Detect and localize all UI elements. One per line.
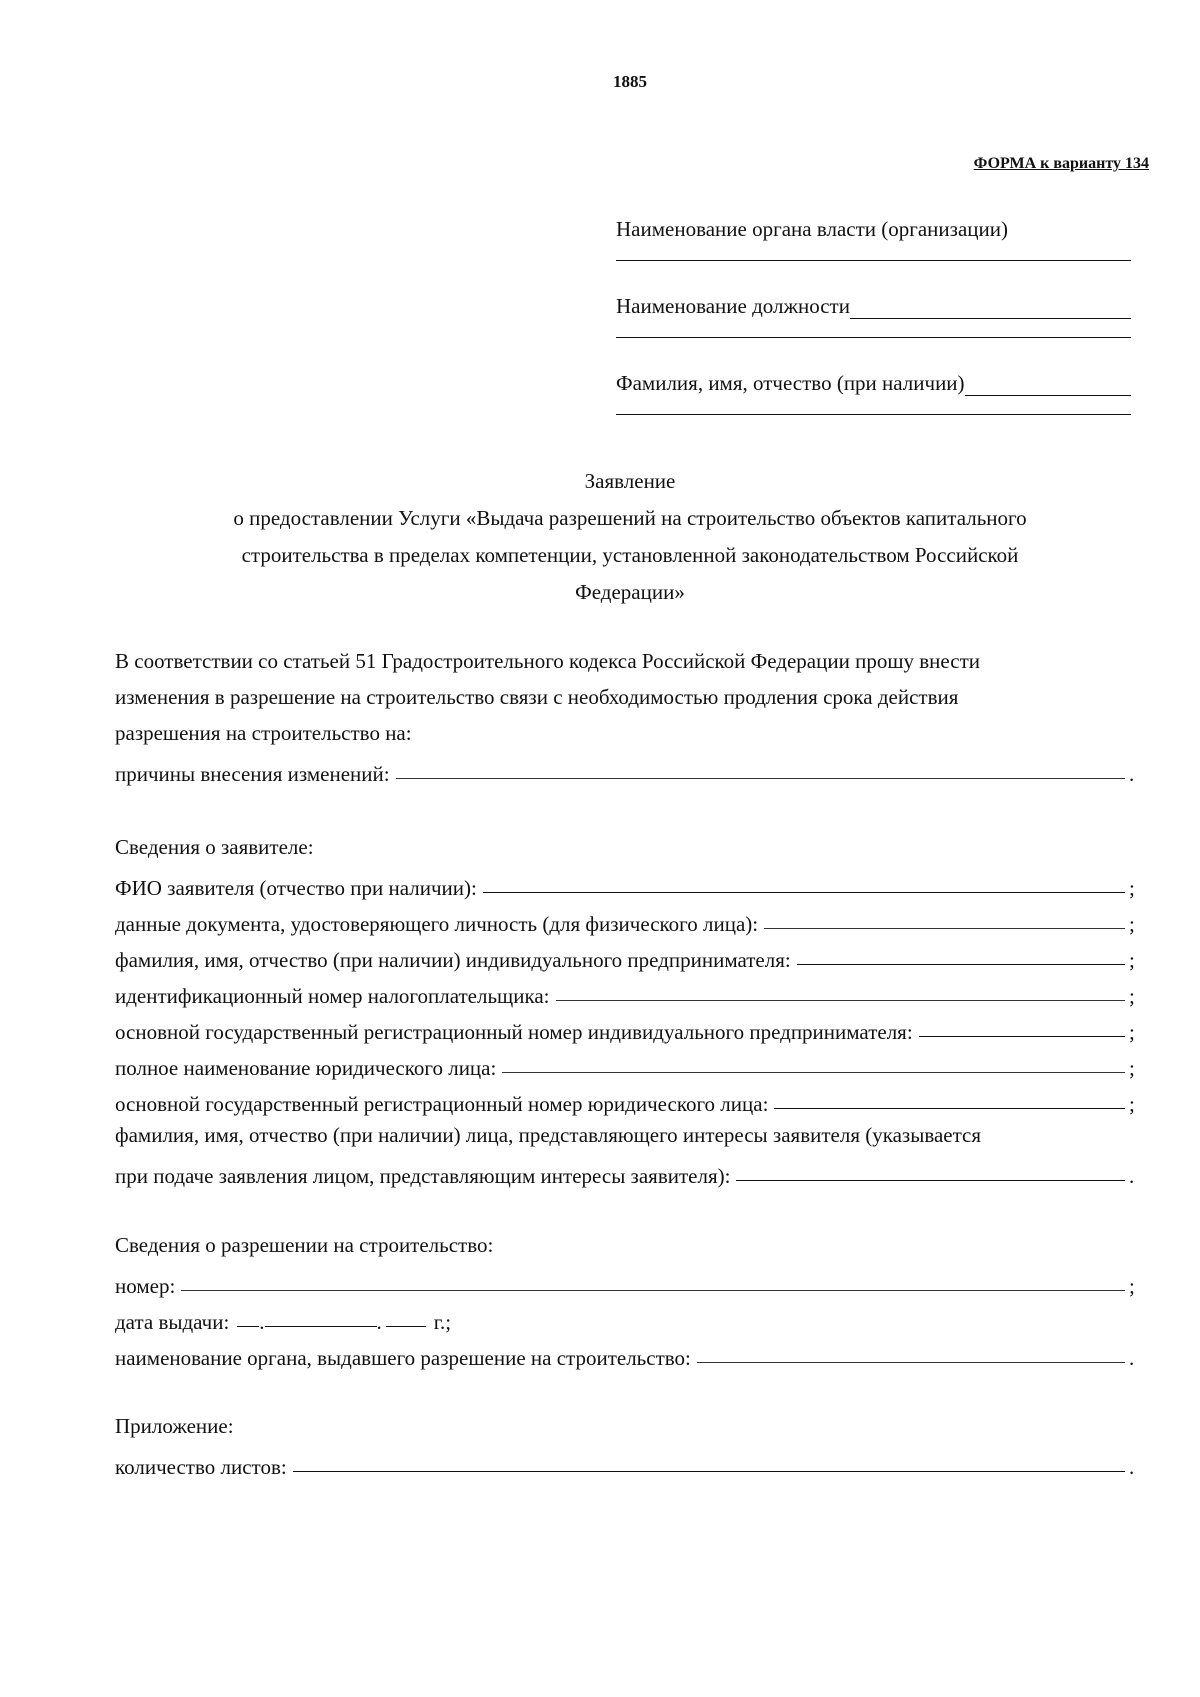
applicant-field-label: данные документа, удостоверяющего личность (для физического лица): <box>115 912 759 936</box>
entrepreneur-fio-input[interactable] <box>797 963 1125 965</box>
ogrn-input[interactable] <box>774 1107 1125 1109</box>
fio-input-line-2[interactable] <box>616 414 1131 415</box>
applicant-field-label: полное наименование юридического лица: <box>115 1056 497 1080</box>
title-line-1: Заявление <box>584 469 676 493</box>
title-line-2: о предоставлении Услуги «Выдача разрешений на строительство объектов капитального <box>233 506 1027 530</box>
fio-input-line[interactable] <box>965 375 1131 396</box>
org-input-line[interactable] <box>616 260 1131 261</box>
attachment-section <box>115 1408 1137 1480</box>
date-suffix: г.; <box>433 1310 452 1334</box>
applicant-section <box>115 829 1137 1189</box>
permit-date-row <box>115 1299 1137 1335</box>
applicant-field-label: ФИО заявителя (отчество при наличии): <box>115 876 477 900</box>
representative-row <box>115 1153 1137 1189</box>
issuer-end: . <box>1129 1346 1135 1370</box>
applicant-field-row <box>115 937 1137 973</box>
applicant-field-row <box>115 901 1137 937</box>
sheets-end: . <box>1129 1455 1135 1479</box>
field-end: ; <box>1129 1092 1135 1116</box>
applicant-field-row <box>115 865 1137 901</box>
sheets-label: количество листов: <box>115 1455 287 1479</box>
field-end: ; <box>1129 876 1135 900</box>
intro-line-2: изменения в разрешение на строительство связи с необходимостью продления срока действия <box>115 685 959 709</box>
representative-input[interactable] <box>736 1179 1125 1181</box>
permit-number-label: номер: <box>115 1274 176 1298</box>
representative-label: при подаче заявления лицом, представляющим интересы заявителя): <box>115 1164 731 1188</box>
permit-section <box>115 1227 1137 1371</box>
date-year-input[interactable] <box>386 1325 426 1327</box>
reasons-input-line[interactable] <box>396 777 1125 779</box>
permit-number-end: ; <box>1129 1274 1135 1298</box>
date-day-input[interactable] <box>237 1325 259 1327</box>
position-label: Наименование должности <box>616 294 850 318</box>
reasons-row <box>115 751 1137 787</box>
reasons-period: . <box>1129 762 1135 786</box>
sheets-input[interactable] <box>293 1470 1125 1472</box>
form-reference: ФОРМА к варианту 134 <box>973 155 1149 172</box>
org-label: Наименование органа власти (организации) <box>616 217 1008 241</box>
permit-heading: Сведения о разрешении на строительство: <box>115 1233 494 1257</box>
date-month-input[interactable] <box>265 1325 377 1327</box>
field-end: ; <box>1129 1020 1135 1044</box>
position-input-line[interactable] <box>850 298 1131 319</box>
field-end: ; <box>1129 912 1135 936</box>
field-end: ; <box>1129 1056 1135 1080</box>
issuer-input[interactable] <box>697 1361 1125 1363</box>
addressee-block <box>616 212 1131 415</box>
applicant-field-label: основной государственный регистрационный номер юридического лица: <box>115 1092 769 1116</box>
intro-line-3: разрешения на строительство на: <box>115 721 412 745</box>
applicant-field-label: идентификационный номер налогоплательщика: <box>115 984 550 1008</box>
intro-line-1: В соответствии со статьей 51 Градостроительного кодекса Российской Федерации прошу внести <box>115 649 980 673</box>
date-dot: . <box>376 1310 382 1334</box>
fio-label: Фамилия, имя, отчество (при наличии) <box>616 371 965 395</box>
title-line-4: Федерации» <box>575 580 685 604</box>
representative-period: . <box>1129 1164 1135 1188</box>
intro-section <box>115 643 1137 787</box>
document-title <box>150 463 1110 611</box>
position-input-line-2[interactable] <box>616 337 1131 338</box>
legal-entity-name-input[interactable] <box>502 1071 1125 1073</box>
applicant-heading: Сведения о заявителе: <box>115 835 314 859</box>
applicant-field-row <box>115 1045 1137 1081</box>
applicant-field-row <box>115 973 1137 1009</box>
issuer-label: наименование органа, выдавшего разрешение на строительство: <box>115 1346 691 1370</box>
date-dot: . <box>259 1310 265 1334</box>
permit-number-row <box>115 1263 1137 1299</box>
applicant-field-row <box>115 1009 1137 1045</box>
inn-input[interactable] <box>556 999 1125 1001</box>
reasons-label: причины внесения изменений: <box>115 762 390 786</box>
permit-number-input[interactable] <box>181 1289 1125 1291</box>
attachment-heading: Приложение: <box>115 1414 234 1438</box>
field-end: ; <box>1129 984 1135 1008</box>
applicant-field-label: фамилия, имя, отчество (при наличии) индивидуального предпринимателя: <box>115 948 791 972</box>
applicant-fio-input[interactable] <box>483 891 1125 893</box>
sheets-row <box>115 1444 1137 1480</box>
identity-doc-input[interactable] <box>764 927 1125 929</box>
representative-line-1: фамилия, имя, отчество (при наличии) лица, представляющего интересы заявителя (указывается <box>115 1123 982 1147</box>
applicant-field-label: основной государственный регистрационный номер индивидуального предпринимателя: <box>115 1020 913 1044</box>
applicant-field-row <box>115 1081 1137 1117</box>
date-label: дата выдачи: <box>115 1310 230 1334</box>
permit-issuer-row <box>115 1335 1137 1371</box>
page-number: 1885 <box>613 72 647 91</box>
field-end: ; <box>1129 948 1135 972</box>
title-line-3: строительства в пределах компетенции, установленной законодательством Российской <box>241 543 1019 567</box>
ogrnip-input[interactable] <box>919 1035 1125 1037</box>
